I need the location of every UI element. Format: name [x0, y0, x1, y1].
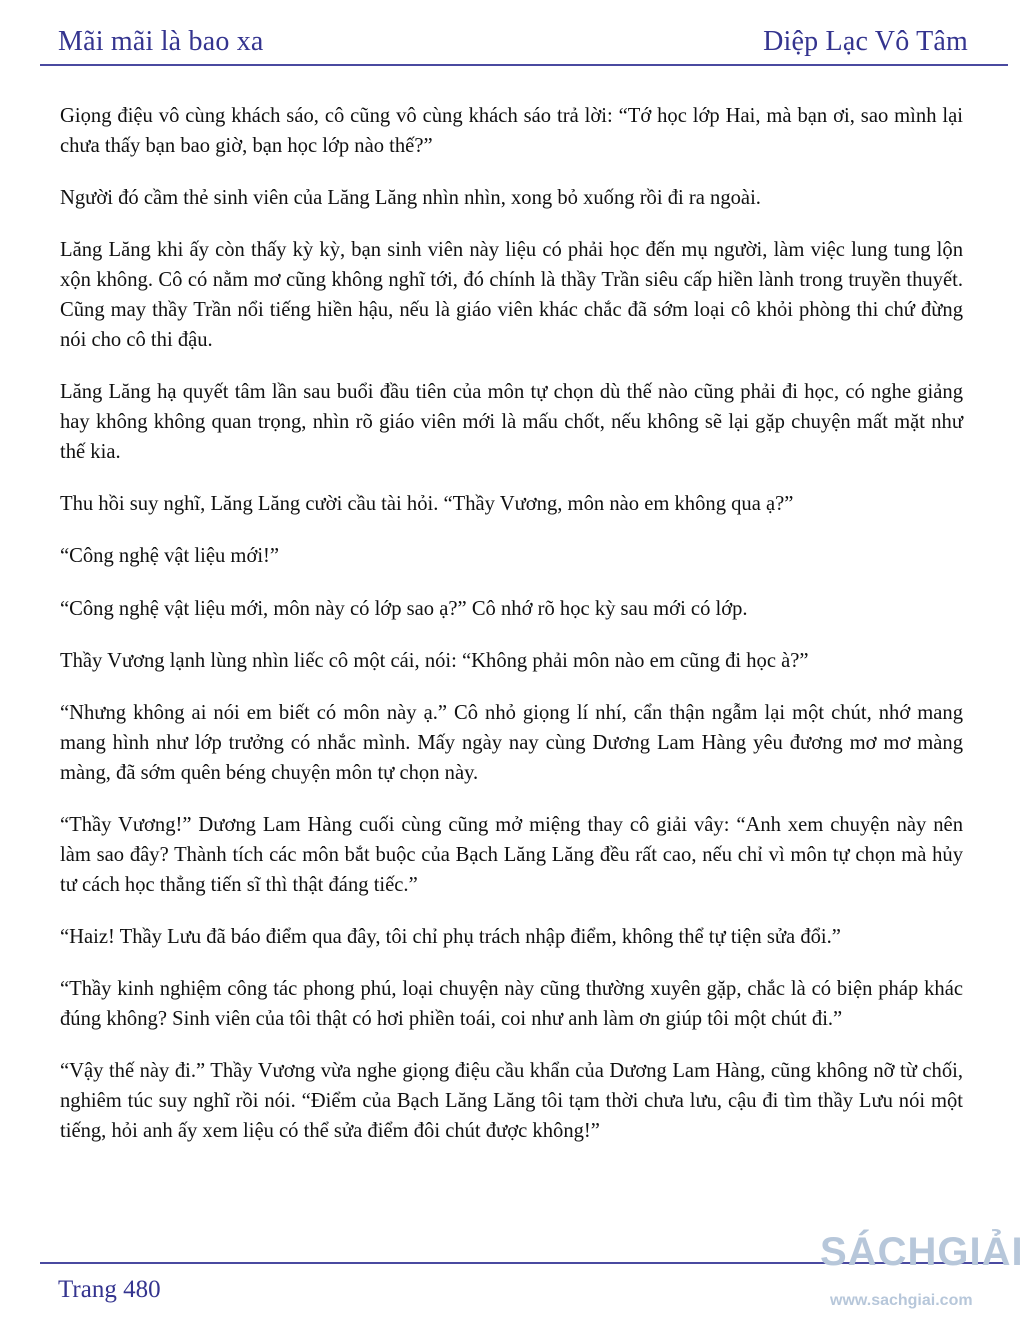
paragraph-3: Lăng Lăng khi ấy còn thấy kỳ kỳ, bạn sinh viên này liệu có phải học đến mụ người, làm việc lung tung lộn xộn không. Cô có nằm mơ cũng không nghĩ tới, đó chính là thầy Trần siêu cấp hiền lành trong truyền thuyết. Cũng may thầy Trần nổi tiếng hiền hậu, nếu là giáo viên khác chắc đã sớm loại cô khỏi phòng thi chứ đừng nói cho cô thi đậu.: [60, 239, 963, 351]
author-name: Diệp Lạc Vô Tâm: [763, 26, 968, 57]
page-number: Trang 480: [58, 1276, 161, 1303]
paragraph-11: “Haiz! Thầy Lưu đã báo điểm qua đây, tôi chỉ phụ trách nhập điểm, không thể tự tiện sửa đổi.”: [60, 925, 841, 948]
page-body: [60, 102, 963, 1169]
paragraph-10: “Thầy Vương!” Dương Lam Hàng cuối cùng cũng mở miệng thay cô giải vây: “Anh xem chuyện này nên làm sao đây? Thành tích các môn bắt buộc của Bạch Lăng Lăng đều rất cao, nếu chỉ vì môn tự chọn mà hủy tư cách học thẳng tiến sĩ thì thật đáng tiếc.”: [60, 814, 963, 896]
paragraph-1: Giọng điệu vô cùng khách sáo, cô cũng vô cùng khách sáo trả lời: “Tớ học lớp Hai, mà bạn ơi, sao mình lại chưa thấy bạn bao giờ, bạn học lớp nào thế?”: [60, 105, 963, 157]
paragraph-13: “Vậy thế này đi.” Thầy Vương vừa nghe giọng điệu cầu khẩn của Dương Lam Hàng, cũng không nỡ từ chối, nghiêm túc suy nghĩ rồi nói. “Điểm của Bạch Lăng Lăng tôi tạm thời chưa lưu, cậu đi tìm thầy Lưu nói một tiếng, hỏi anh ấy xem liệu có thể sửa điểm đôi chút được không!”: [60, 1060, 963, 1142]
paragraph-12: “Thầy kinh nghiệm công tác phong phú, loại chuyện này cũng thường xuyên gặp, chắc là có biện pháp khác đúng không? Sinh viên của tôi thật có hơi phiền toái, coi như anh làm ơn giúp tôi một chút đi.”: [60, 978, 963, 1031]
paragraph-7: “Công nghệ vật liệu mới, môn này có lớp sao ạ?” Cô nhớ rõ học kỳ sau mới có lớp.: [60, 597, 748, 620]
book-title: Mãi mãi là bao xa: [58, 26, 264, 57]
paragraph-4: Lăng Lăng hạ quyết tâm lần sau buổi đầu tiên của môn tự chọn dù thế nào cũng phải đi học, có nghe giảng hay không không quan trọng, nhìn rõ giáo viên mới là mấu chốt, nếu không sẽ lại gặp chuyện mất mặt như thế kia.: [60, 381, 963, 463]
paragraph-9: “Nhưng không ai nói em biết có môn này ạ.” Cô nhỏ giọng lí nhí, cẩn thận ngẫm lại một chút, nhớ mang mang hình như lớp trưởng có nhắc mình. Mấy ngày nay cùng Dương Lam Hàng yêu đương mơ mơ màng màng, đã sớm quên béng chuyện môn tự chọn này.: [60, 702, 963, 784]
paragraph-5: Thu hồi suy nghĩ, Lăng Lăng cười cầu tài hỏi. “Thầy Vương, môn nào em không qua ạ?”: [60, 492, 794, 515]
watermark-url: www.sachgiai.com: [830, 1292, 973, 1309]
paragraph-8: Thầy Vương lạnh lùng nhìn liếc cô một cái, nói: “Không phải môn nào em cũng đi học à?”: [60, 649, 809, 672]
watermark-logo: [820, 1230, 1024, 1320]
watermark-wordmark: SÁCHGIẢI: [820, 1230, 1024, 1274]
page-header: [0, 0, 1024, 68]
paragraph-2: Người đó cầm thẻ sinh viên của Lăng Lăng nhìn nhìn, xong bỏ xuống rồi đi ra ngoài.: [60, 187, 761, 210]
paragraph-6: “Công nghệ vật liệu mới!”: [60, 545, 280, 568]
header-divider: [40, 64, 1008, 66]
